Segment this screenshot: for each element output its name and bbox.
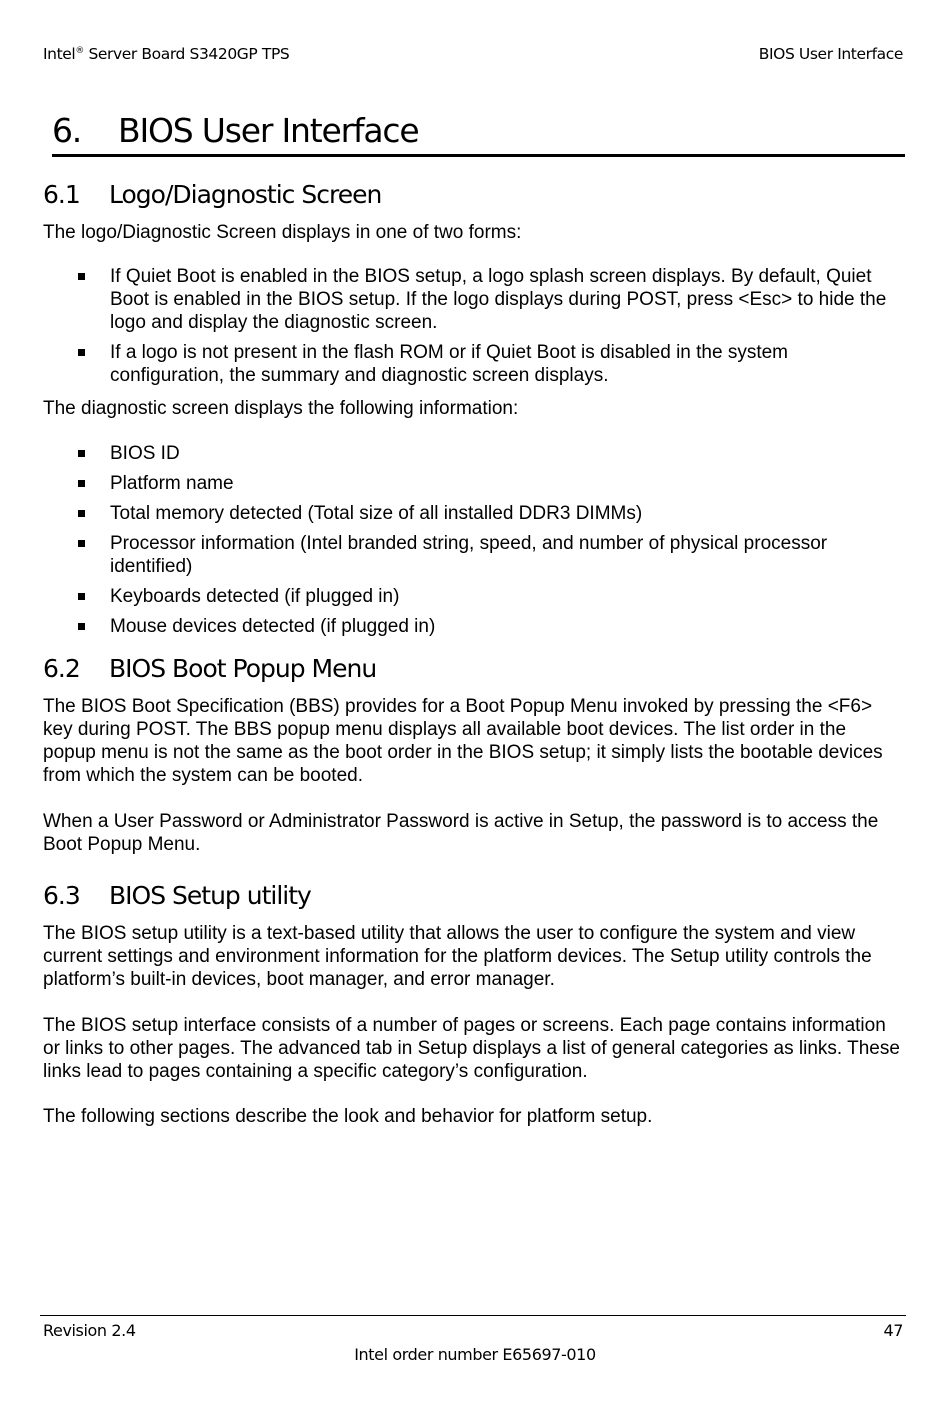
bullet-square-icon xyxy=(78,273,85,280)
bullet-square-icon xyxy=(78,349,85,356)
list-item: If Quiet Boot is enabled in the BIOS setup, a logo splash screen displays. By default, Quiet Boot is enabled in the BIOS setup. If the logo displays during POST, press <Esc> to hide the logo and display the diagnostic screen. xyxy=(43,265,903,334)
chapter-heading xyxy=(52,108,905,157)
list-item: BIOS ID xyxy=(43,442,903,465)
paragraph: The logo/Diagnostic Screen displays in one of two forms: xyxy=(43,222,522,243)
bullet-square-icon xyxy=(78,593,85,600)
running-header-right: BIOS User Interface xyxy=(758,45,903,63)
footer-revision: Revision 2.4 xyxy=(43,1321,136,1340)
section-heading-6-2: 6.2 BIOS Boot Popup Menu xyxy=(43,654,377,683)
paragraph: When a User Password or Administrator Password is active in Setup, the password is to access the Boot Popup Menu. xyxy=(43,811,879,855)
bullet-square-icon xyxy=(78,450,85,457)
paragraph: The diagnostic screen displays the following information: xyxy=(43,398,519,419)
list-item: Keyboards detected (if plugged in) xyxy=(43,585,903,608)
list-item: Mouse devices detected (if plugged in) xyxy=(43,615,903,638)
running-header-left: Intel® Server Board S3420GP TPS xyxy=(43,45,290,63)
bullet-square-icon xyxy=(78,480,85,487)
bullet-square-icon xyxy=(78,623,85,630)
section-heading-6-3: 6.3 BIOS Setup utility xyxy=(43,881,311,910)
bullet-square-icon xyxy=(78,540,85,547)
list-item: Platform name xyxy=(43,472,903,495)
bullet-list-info xyxy=(43,442,903,645)
bullet-square-icon xyxy=(78,510,85,517)
footer-order-number: Intel order number E65697-010 xyxy=(354,1345,596,1364)
paragraph: The BIOS setup interface consists of a number of pages or screens. Each page contains information or links to other pages. The advanced tab in Setup displays a list of general categories as links. These links lead to pages containing a specific category’s configuration. xyxy=(43,1015,900,1082)
list-item: Processor information (Intel branded string, speed, and number of physical processor identified) xyxy=(43,532,903,578)
list-item: If a logo is not present in the flash ROM or if Quiet Boot is disabled in the system configuration, the summary and diagnostic screen displays. xyxy=(43,341,903,387)
paragraph: The following sections describe the look and behavior for platform setup. xyxy=(43,1106,653,1127)
page-number: 47 xyxy=(883,1321,903,1340)
chapter-title: BIOS User Interface xyxy=(118,111,419,150)
section-heading-6-1: 6.1 Logo/Diagnostic Screen xyxy=(43,180,382,209)
footer-rule xyxy=(40,1315,906,1316)
bullet-list-forms xyxy=(43,265,903,394)
list-item: Total memory detected (Total size of all installed DDR3 DIMMs) xyxy=(43,502,903,525)
paragraph: The BIOS Boot Specification (BBS) provides for a Boot Popup Menu invoked by pressing the <F6> key during POST. The BBS popup menu displays all available boot devices. The list order in the popup menu is not the same as the boot order in the BIOS setup; it simply lists the bootable devices from which the system can be booted. xyxy=(43,696,883,786)
paragraph: The BIOS setup utility is a text-based utility that allows the user to configure the system and view current settings and environment information for the platform devices. The Setup utility controls the platform’s built-in devices, boot manager, and error manager. xyxy=(43,923,872,990)
chapter-number: 6. xyxy=(52,111,82,150)
